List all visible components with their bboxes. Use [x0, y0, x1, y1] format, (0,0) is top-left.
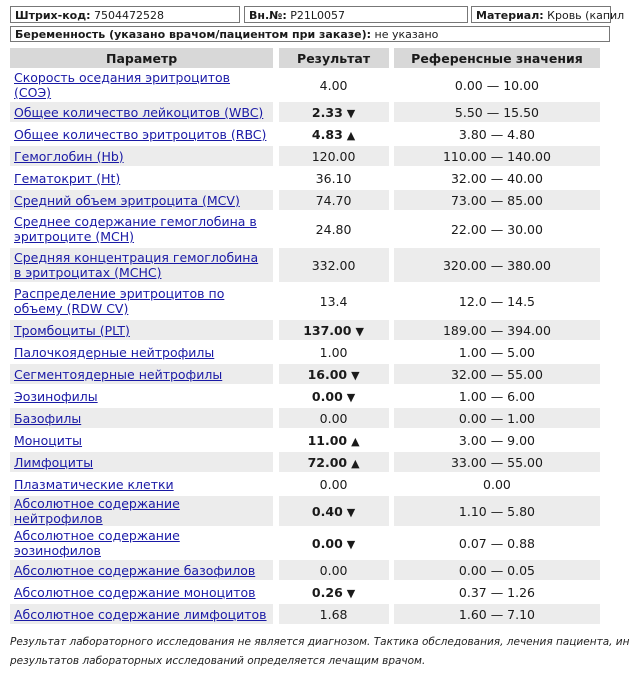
- reference-cell: 0.00 — 10.00: [454, 77, 539, 93]
- parameter-link[interactable]: Скорость оседания эритроцитов (СОЭ): [14, 70, 231, 100]
- result-value: 72.00: [307, 454, 348, 470]
- table-row: [10, 342, 600, 362]
- table-row: [10, 212, 600, 246]
- result-cell: [279, 452, 389, 472]
- reference-cell: 0.00: [483, 476, 511, 492]
- table-row: [10, 102, 600, 122]
- parameter-cell: [10, 364, 273, 384]
- reference-cell: 0.00 — 0.05: [394, 560, 600, 580]
- material-value: Кровь (капил: [547, 9, 625, 22]
- result-value: 0.40: [311, 503, 343, 519]
- parameter-cell: [10, 408, 273, 428]
- result-cell: [279, 248, 389, 282]
- result-value: 0.00: [311, 388, 343, 404]
- pregnancy-field: [10, 26, 610, 42]
- parameter-link[interactable]: Средняя концентрация гемоглобина в эритроцитах (MCHC): [14, 250, 259, 280]
- reference-cell: 1.60 — 7.10: [394, 604, 600, 624]
- arrow-down-icon: ▼: [351, 368, 360, 382]
- external-number-value: P21L0057: [290, 9, 346, 22]
- parameter-cell: [10, 284, 273, 318]
- parameter-cell: [10, 190, 273, 210]
- table-row: [10, 560, 600, 580]
- reference-cell: 320.00 — 380.00: [394, 248, 600, 282]
- reference-cell: 0.00 — 1.00: [394, 408, 600, 428]
- result-value: 137.00: [303, 322, 352, 338]
- parameter-link[interactable]: Среднее содержание гемоглобина в эритроците (MCH): [14, 214, 257, 244]
- parameter-cell: [10, 582, 273, 602]
- reference-cell: 33.00 — 55.00: [394, 452, 600, 472]
- result-cell: [279, 70, 389, 100]
- parameter-cell: [10, 474, 273, 494]
- reference-cell: 1.00 — 6.00: [458, 388, 536, 404]
- result-cell: [279, 364, 389, 384]
- result-cell: [279, 320, 389, 340]
- parameter-link[interactable]: Абсолютное содержание эозинофилов: [14, 528, 180, 558]
- result-value: 0.00: [319, 562, 348, 578]
- parameter-cell: [10, 528, 273, 558]
- result-cell: [279, 474, 389, 494]
- parameter-cell: [10, 560, 273, 580]
- arrow-down-icon: ▼: [346, 106, 356, 120]
- parameter-cell: [10, 496, 273, 526]
- parameter-link[interactable]: Абсолютное содержание нейтрофилов: [14, 496, 180, 526]
- parameter-link[interactable]: Сегментоядерные нейтрофилы: [14, 366, 223, 382]
- result-value: 4.00: [319, 77, 348, 93]
- reference-cell: 73.00 — 85.00: [394, 190, 600, 210]
- table-row: [10, 284, 600, 318]
- parameter-link[interactable]: Плазматические клетки: [14, 476, 174, 492]
- reference-cell: 1.00 — 5.00: [458, 344, 536, 360]
- parameter-link[interactable]: Распределение эритроцитов по объему (RDW CV): [14, 286, 225, 316]
- result-value: 36.10: [315, 170, 352, 186]
- reference-cell: 5.50 — 15.50: [394, 102, 600, 122]
- results-table: [10, 46, 600, 626]
- result-cell: [279, 430, 389, 450]
- result-value: 0.26: [311, 584, 343, 600]
- parameter-link[interactable]: Моноциты: [14, 432, 83, 448]
- table-row: [10, 452, 600, 472]
- parameter-link[interactable]: Базофилы: [14, 410, 82, 426]
- result-cell: [279, 124, 389, 144]
- parameter-link[interactable]: Абсолютное содержание базофилов: [14, 562, 256, 578]
- reference-cell: 22.00 — 30.00: [450, 221, 543, 237]
- pregnancy-label: Беременность (указано врачом/пациентом при заказе):: [15, 28, 372, 41]
- arrow-up-icon: ▲: [351, 456, 360, 470]
- parameter-link[interactable]: Средний объем эритроцита (MCV): [14, 192, 240, 208]
- reference-cell: 1.10 — 5.80: [394, 496, 600, 526]
- parameter-cell: [10, 604, 273, 624]
- table-row: [10, 528, 600, 558]
- parameter-cell: [10, 430, 273, 450]
- disclaimer-line-2: результатов лабораторных исследований определяется лечащим врачом.: [10, 655, 426, 667]
- result-value: 4.83: [311, 126, 343, 142]
- result-value: 74.70: [315, 192, 352, 208]
- table-row: [10, 320, 600, 340]
- table-row: [10, 364, 600, 384]
- result-cell: [279, 496, 389, 526]
- parameter-cell: [10, 70, 273, 100]
- barcode-field: [10, 6, 240, 23]
- material-label: Материал:: [476, 9, 544, 22]
- parameter-cell: [10, 452, 273, 472]
- arrow-down-icon: ▼: [346, 390, 356, 404]
- parameter-cell: [10, 248, 273, 282]
- result-cell: [279, 190, 389, 210]
- barcode-value: 7504472528: [94, 9, 165, 22]
- table-row: [10, 248, 600, 282]
- result-value: 0.00: [311, 535, 343, 551]
- table-row: [10, 582, 600, 602]
- parameter-link[interactable]: Абсолютное содержание лимфоцитов: [14, 606, 267, 622]
- table-row: [10, 70, 600, 100]
- arrow-down-icon: ▼: [346, 586, 356, 600]
- result-value: 13.4: [319, 293, 348, 309]
- external-number-label: Вн.№:: [249, 9, 287, 22]
- result-cell: [279, 408, 389, 428]
- arrow-down-icon: ▼: [346, 537, 356, 551]
- arrow-down-icon: ▼: [355, 324, 364, 338]
- parameter-cell: [10, 102, 273, 122]
- result-cell: [279, 604, 389, 624]
- disclaimer: [10, 633, 630, 671]
- parameter-link[interactable]: Абсолютное содержание моноцитов: [14, 584, 256, 600]
- arrow-up-icon: ▲: [346, 128, 356, 142]
- column-header-parameter: Параметр: [10, 48, 273, 68]
- result-value: 2.33: [311, 104, 343, 120]
- table-row: [10, 408, 600, 428]
- result-cell: [279, 528, 389, 558]
- parameter-cell: [10, 386, 273, 406]
- table-row: [10, 146, 600, 166]
- parameter-cell: [10, 342, 273, 362]
- result-value: 1.00: [319, 344, 348, 360]
- parameter-link[interactable]: Общее количество лейкоцитов (WBC): [14, 104, 264, 120]
- parameter-cell: [10, 212, 273, 246]
- result-value: 120.00: [311, 148, 356, 164]
- result-cell: [279, 560, 389, 580]
- parameter-link[interactable]: Палочкоядерные нейтрофилы: [14, 344, 215, 360]
- column-header-reference: Референсные значения: [394, 48, 600, 68]
- result-cell: [279, 582, 389, 602]
- parameter-cell: [10, 320, 273, 340]
- parameter-cell: [10, 168, 273, 188]
- table-row: [10, 430, 600, 450]
- reference-cell: 32.00 — 40.00: [450, 170, 543, 186]
- result-cell: [279, 168, 389, 188]
- table-row: [10, 474, 600, 494]
- table-header-row: [10, 48, 600, 68]
- reference-cell: 189.00 — 394.00: [394, 320, 600, 340]
- result-value: 332.00: [311, 257, 356, 273]
- reference-cell: 3.00 — 9.00: [458, 432, 536, 448]
- result-value: 0.00: [319, 476, 348, 492]
- parameter-link[interactable]: Гематокрит (Ht): [14, 170, 121, 186]
- parameter-cell: [10, 146, 273, 166]
- reference-cell: 12.0 — 14.5: [458, 293, 536, 309]
- result-cell: [279, 102, 389, 122]
- external-number-field: [244, 6, 468, 23]
- result-cell: [279, 146, 389, 166]
- barcode-label: Штрих-код:: [15, 9, 91, 22]
- result-value: 24.80: [315, 221, 352, 237]
- result-cell: [279, 342, 389, 362]
- parameter-link[interactable]: Лимфоциты: [14, 454, 94, 470]
- reference-cell: 32.00 — 55.00: [394, 364, 600, 384]
- result-cell: [279, 386, 389, 406]
- parameter-link[interactable]: Общее количество эритроцитов (RBC): [14, 126, 267, 142]
- table-row: [10, 190, 600, 210]
- result-value: 1.68: [319, 606, 348, 622]
- table-row: [10, 386, 600, 406]
- table-row: [10, 124, 600, 144]
- reference-cell: 110.00 — 140.00: [394, 146, 600, 166]
- arrow-down-icon: ▼: [346, 505, 356, 519]
- table-row: [10, 168, 600, 188]
- result-value: 11.00: [307, 432, 348, 448]
- result-value: 0.00: [319, 410, 348, 426]
- parameter-link[interactable]: Эозинофилы: [14, 388, 98, 404]
- arrow-up-icon: ▲: [351, 434, 360, 448]
- reference-cell: 3.80 — 4.80: [458, 126, 536, 142]
- column-header-result: Результат: [279, 48, 389, 68]
- table-body: [10, 70, 600, 624]
- parameter-link[interactable]: Тромбоциты (PLT): [14, 322, 130, 338]
- pregnancy-value: не указано: [374, 28, 439, 41]
- reference-cell: 0.07 — 0.88: [458, 535, 536, 551]
- table-row: [10, 604, 600, 624]
- table-row: [10, 496, 600, 526]
- disclaimer-line-1: Результат лабораторного исследования не является диагнозом. Тактика обследования, лечения пациента, ин: [10, 636, 630, 648]
- reference-cell: 0.37 — 1.26: [458, 584, 536, 600]
- result-value: 16.00: [307, 366, 348, 382]
- result-cell: [279, 212, 389, 246]
- result-cell: [279, 284, 389, 318]
- material-field: [471, 6, 625, 23]
- parameter-cell: [10, 124, 273, 144]
- parameter-link[interactable]: Гемоглобин (Hb): [14, 148, 124, 164]
